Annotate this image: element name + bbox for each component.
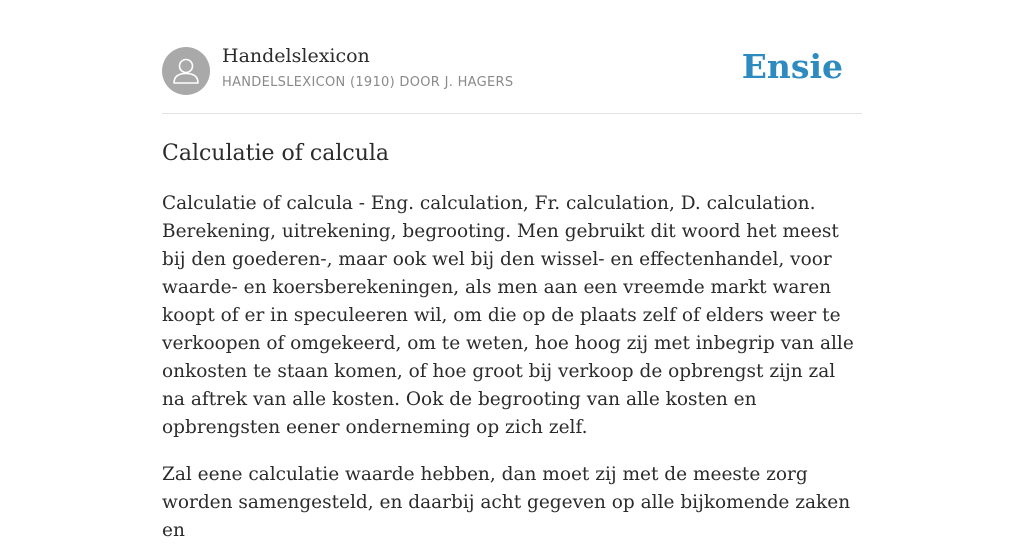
source-name[interactable]: Handelslexicon xyxy=(222,45,370,67)
source-header xyxy=(162,0,862,114)
source-avatar[interactable] xyxy=(162,47,210,95)
entry-title: Calculatie of calcula xyxy=(162,141,390,166)
entry-paragraph: Zal eene calculatie waarde hebben, dan moet zij met de meeste zorg worden samengesteld, en daarbij acht gegeven op alle bijkomende zaken en xyxy=(162,464,851,541)
ensie-logo[interactable]: Ensie xyxy=(741,47,843,86)
source-subtitle[interactable]: HANDELSLEXICON (1910) DOOR J. HAGERS xyxy=(222,75,514,90)
entry-paragraph: Calculatie of calcula - Eng. calculation, Fr. calculation, D. calculation. Berekening, uitrekening, begrooting. Men gebruikt dit woord het meest bij den goederen-, maar ook wel bij den wissel- en effectenhandel, voor waarde- en koersberekeningen, als men aan een vreemde markt waren koopt of er in speculeeren wil, om die op de plaats zelf of elders weer te verkoopen of omgekeerd, om te weten, hoe hoog zij met inbegrip van alle onkosten te staan komen, of hoe groot bij verkoop de opbrengst zijn zal na aftrek van alle kosten. Ook de begrooting van alle kosten en opbrengsten eener onderneming op zich zelf. xyxy=(162,193,854,438)
entry-card xyxy=(162,0,862,545)
user-icon xyxy=(162,47,210,95)
